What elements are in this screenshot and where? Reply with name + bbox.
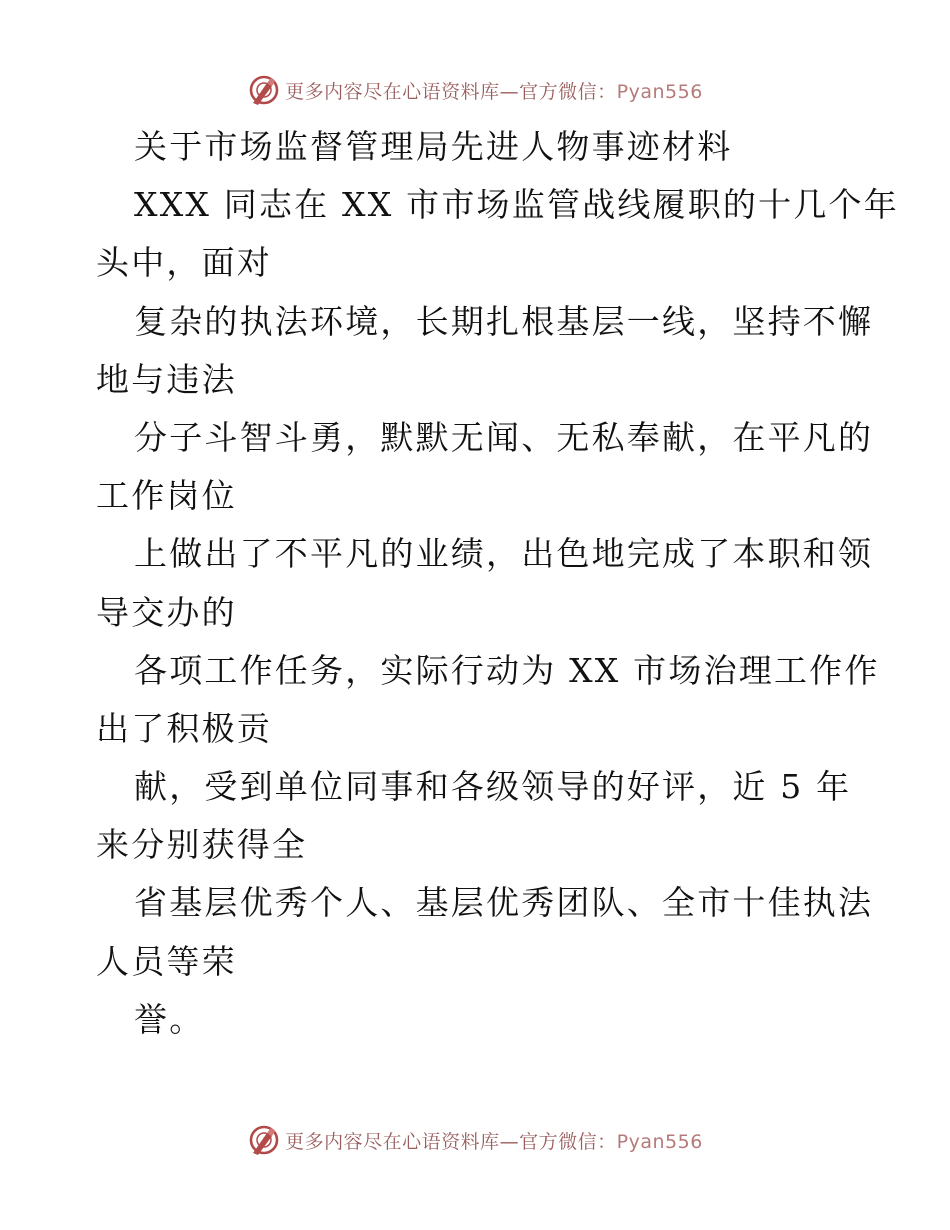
pen-logo-icon: [247, 73, 281, 107]
document-title: 关于市场监督管理局先进人物事迹材料: [134, 127, 733, 166]
text-line: 头中，面对: [96, 243, 272, 283]
text-line: 工作岗位: [96, 476, 237, 516]
text-line: XXX 同志在 XX 市市场监管战线履职的十几个年: [134, 185, 899, 225]
text-line: 出了积极贡: [96, 708, 272, 748]
text-line: 誉。: [134, 999, 205, 1039]
text-line: 上做出了不平凡的业绩，出色地完成了本职和领: [134, 534, 874, 574]
text-line: 献，受到单位同事和各级领导的好评，近 5 年: [134, 767, 852, 807]
text-line: 分子斗智斗勇，默默无闻、无私奉献，在平凡的: [134, 417, 874, 457]
text-line: 来分别获得全: [96, 825, 308, 865]
watermark-text: 更多内容尽在心语资料库—官方微信：Pyan556: [285, 80, 703, 103]
header-watermark-banner: [0, 70, 950, 110]
text-line: 地与违法: [96, 359, 237, 399]
text-line: 导交办的: [96, 592, 237, 632]
document-body: [96, 118, 899, 1049]
pen-logo-icon: [247, 1123, 281, 1157]
text-line: 复杂的执法环境，长期扎根基层一线，坚持不懈: [134, 301, 874, 341]
text-line: 省基层优秀个人、基层优秀团队、全市十佳执法: [134, 883, 874, 923]
text-line: 人员等荣: [96, 941, 237, 981]
text-line: 各项工作任务，实际行动为 XX 市场治理工作作: [134, 650, 880, 690]
footer-watermark-banner: [0, 1120, 950, 1160]
watermark-text: 更多内容尽在心语资料库—官方微信：Pyan556: [285, 1130, 703, 1153]
